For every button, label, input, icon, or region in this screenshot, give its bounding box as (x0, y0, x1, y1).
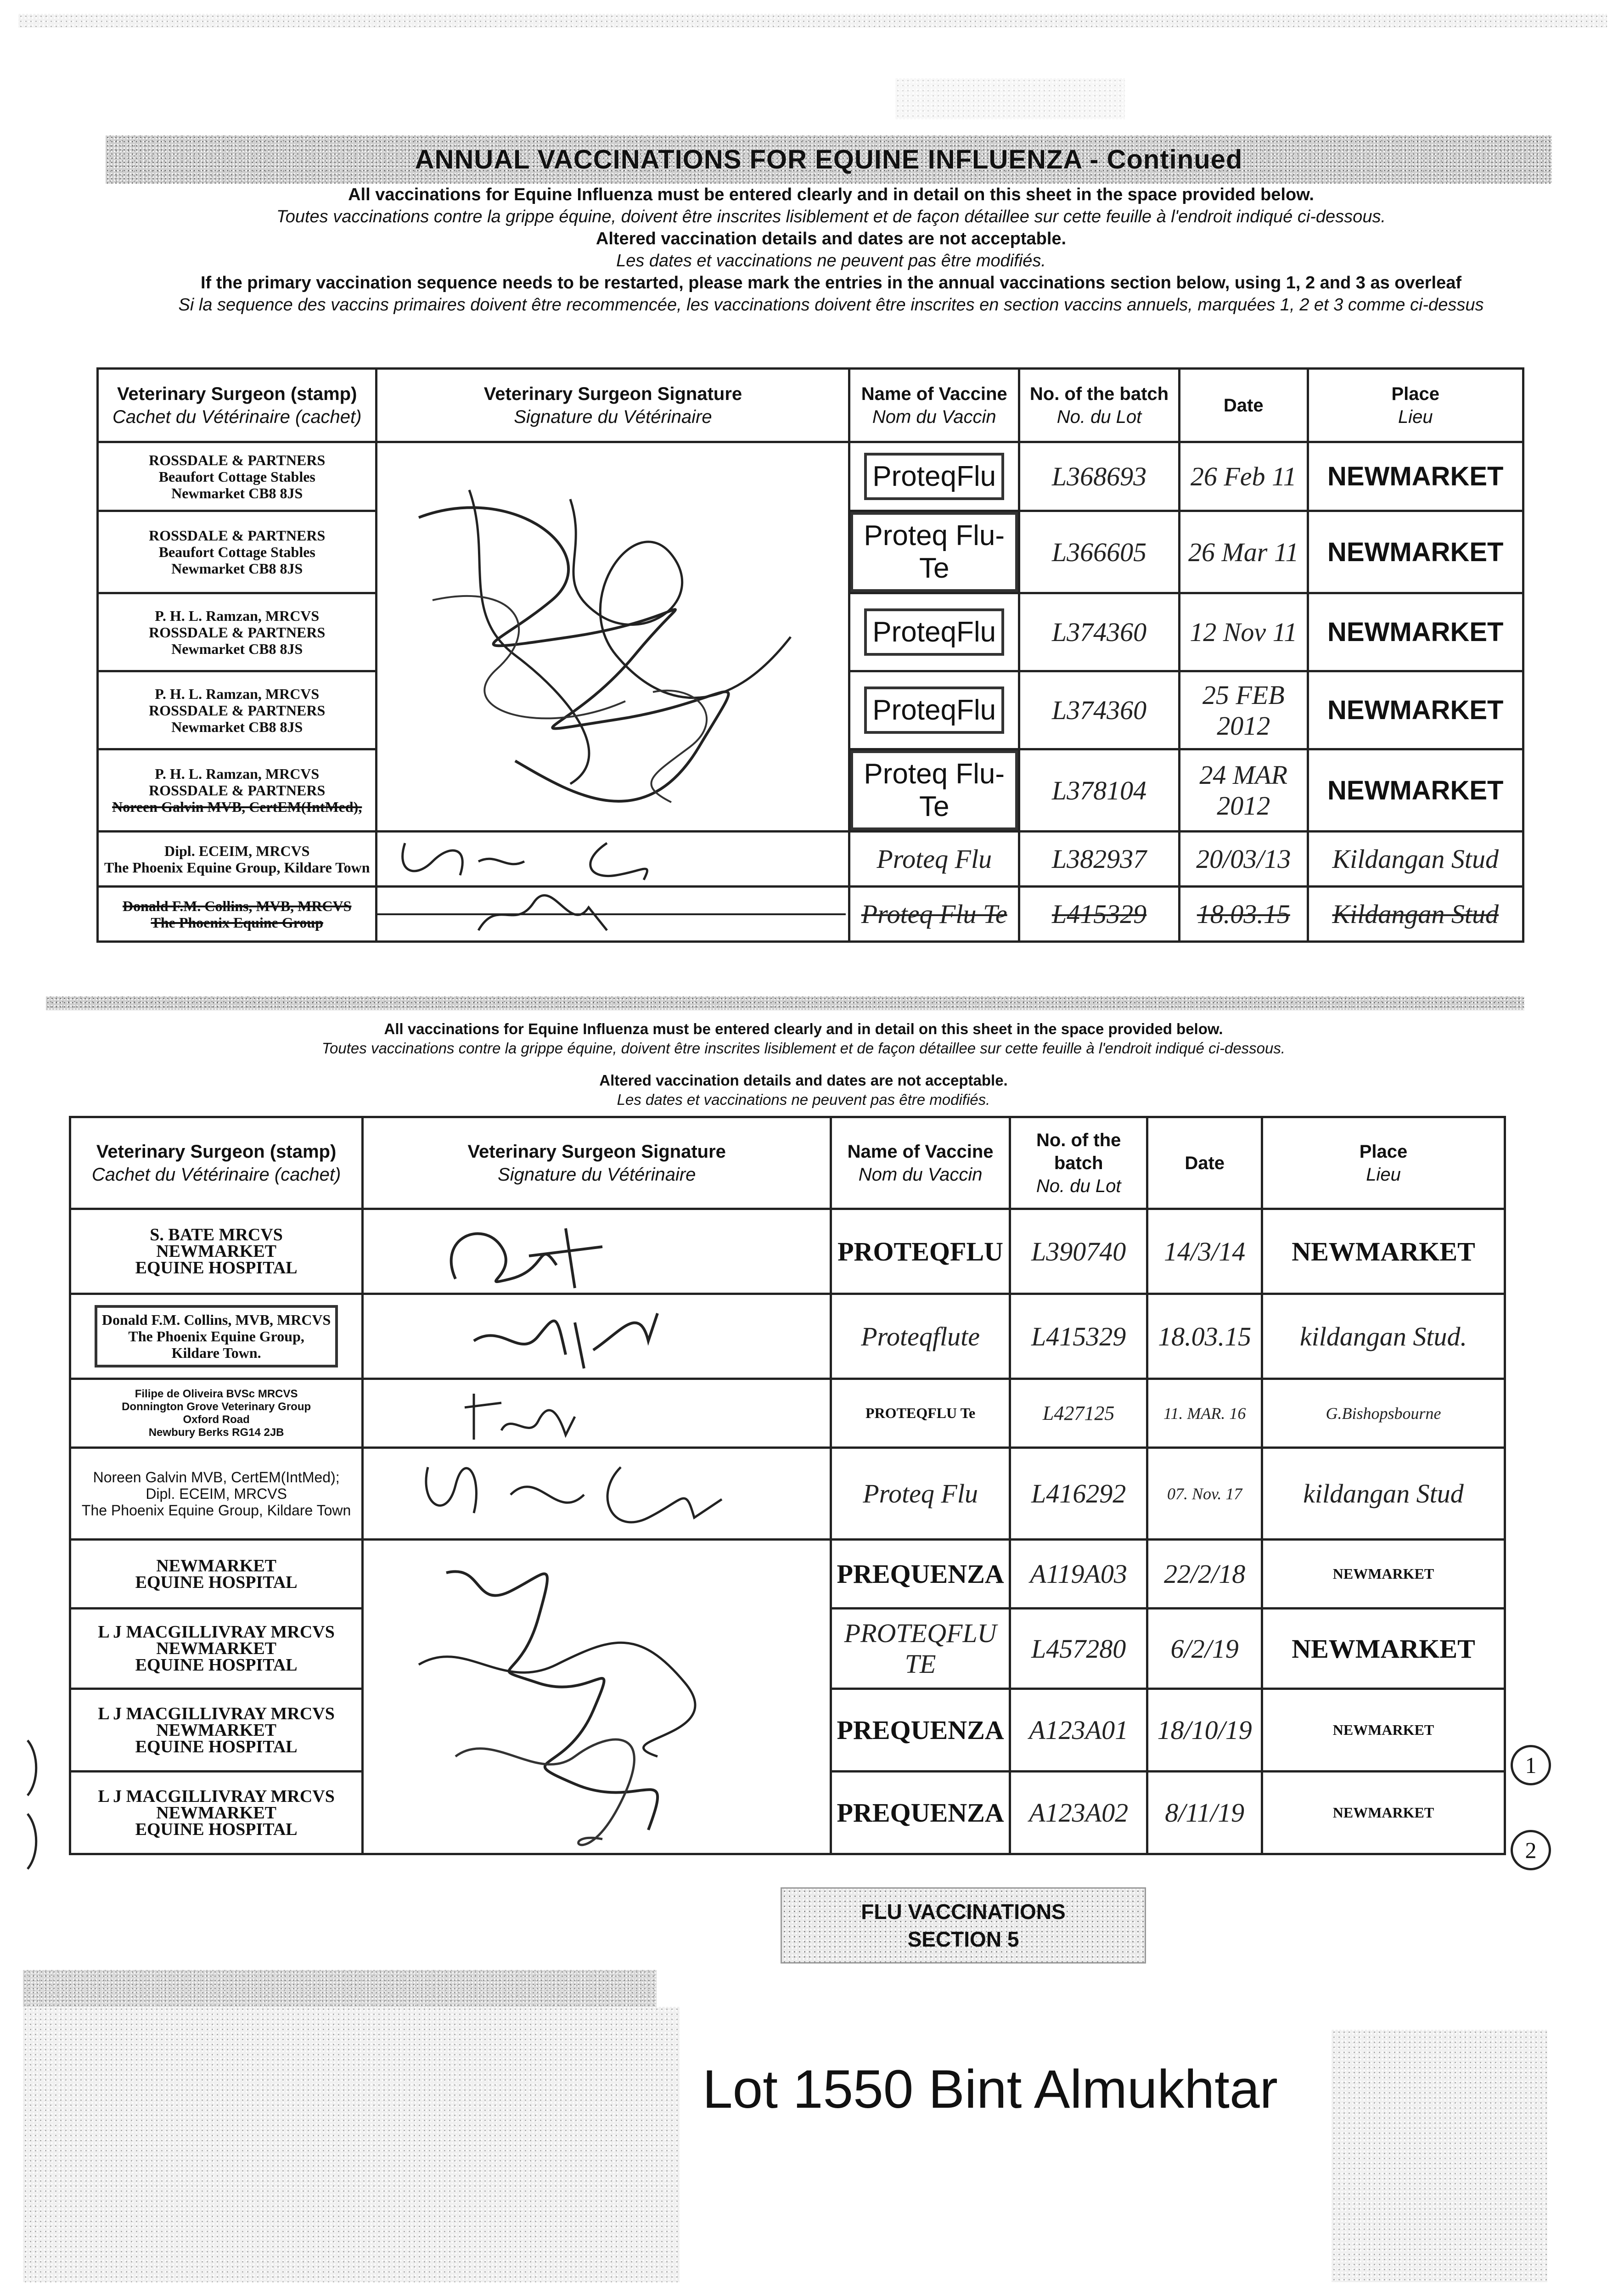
col-place-header (1308, 369, 1523, 442)
vaccination-place: NEWMARKET (1262, 1209, 1505, 1294)
vet-stamp (70, 1379, 363, 1448)
col-stamp-fr: Cachet du Vétérinaire (cachet) (91, 1164, 341, 1185)
scan-artifact-bottom-left (23, 2007, 680, 2282)
col-place-header (1262, 1117, 1505, 1209)
col-batch-header (1019, 369, 1179, 442)
col-vaccine-fr: Nom du Vaccin (872, 406, 996, 427)
vaccination-date: 22/2/18 (1147, 1540, 1262, 1609)
vet-stamp (70, 1772, 363, 1854)
col-vaccine-fr: Nom du Vaccin (858, 1164, 983, 1185)
vaccine-name: PROTEQFLU (831, 1209, 1010, 1294)
col-place-fr: Lieu (1398, 406, 1433, 427)
stamp-line: EQUINE HOSPITAL (135, 1737, 298, 1756)
batch-number: L366605 (1019, 511, 1179, 593)
vet-stamp (98, 593, 376, 671)
vaccine-label: ProteqFlu (864, 453, 1004, 500)
col-stamp-header (70, 1117, 363, 1209)
table-row (70, 1540, 1505, 1609)
batch-number: L427125 (1010, 1379, 1147, 1448)
vaccine-label: Proteq Flu-Te (850, 512, 1018, 592)
vet-stamp (98, 749, 376, 832)
col-vaccine-header (831, 1117, 1010, 1209)
col-vaccine-en: Name of Vaccine (847, 1141, 994, 1162)
batch-number: L457280 (1010, 1609, 1147, 1689)
header-banner (106, 135, 1552, 184)
stamp-line: NEWMARKET (156, 1639, 277, 1658)
stamp-line: ROSSDALE & PARTNERS (149, 782, 326, 799)
vet-stamp (98, 442, 376, 511)
vet-signature-scribble (363, 1379, 831, 1448)
batch-number: A123A01 (1010, 1689, 1147, 1772)
table-row (98, 442, 1523, 511)
col-stamp-header (98, 369, 376, 442)
vaccination-date: 26 Feb 11 (1180, 442, 1308, 511)
section-label-line2: SECTION 5 (907, 1927, 1019, 1951)
vet-stamp (98, 832, 376, 887)
stamp-line: Noreen Galvin MVB, CertEM(IntMed), (112, 799, 362, 815)
col-signature-header (376, 369, 849, 442)
stamp-line: Filipe de Oliveira BVSc MRCVS (135, 1387, 298, 1400)
scan-artifact-top-right (895, 78, 1125, 119)
vaccination-date: 14/3/14 (1147, 1209, 1262, 1294)
vaccination-date: 18.03.15 (1147, 1294, 1262, 1379)
col-date-en: Date (1223, 395, 1264, 416)
vaccination-date: 6/2/19 (1147, 1609, 1262, 1689)
vaccine-label: Proteq Flu-Te (850, 750, 1018, 830)
stamp-line: P. H. L. Ramzan, MRCVS (155, 685, 320, 702)
stamp-line: EQUINE HOSPITAL (135, 1819, 298, 1839)
col-vaccine-en: Name of Vaccine (861, 383, 1007, 404)
stamp-line: Donald F.M. Collins, MVB, MRCVS (101, 1311, 331, 1328)
vaccination-place: NEWMARKET (1262, 1609, 1505, 1689)
col-date-header (1147, 1117, 1262, 1209)
vaccination-place: NEWMARKET (1262, 1772, 1505, 1854)
vaccination-place: kildangan Stud (1262, 1448, 1505, 1540)
mid-line2-fr: Les dates et vaccinations ne peuvent pas être modifiés. (617, 1091, 990, 1108)
stamp-line: ROSSDALE & PARTNERS (149, 451, 326, 468)
vaccination-date: 18/10/19 (1147, 1689, 1262, 1772)
stamp-line: P. H. L. Ramzan, MRCVS (155, 607, 320, 624)
instruction-line2-fr: Les dates et vaccinations ne peuvent pas être modifiés. (616, 251, 1046, 270)
stamp-line: Dipl. ECEIM, MRCVS (146, 1485, 287, 1502)
vaccination-date: 25 FEB 2012 (1180, 671, 1308, 749)
vet-stamp (98, 511, 376, 593)
batch-number: A123A02 (1010, 1772, 1147, 1854)
vaccination-place: NEWMARKET (1262, 1540, 1505, 1609)
vaccine-name: PREQUENZA (831, 1689, 1010, 1772)
vet-stamp (70, 1689, 363, 1772)
vaccine-name: Proteq Flu (831, 1448, 1010, 1540)
vaccine-name: Proteqflute (831, 1294, 1010, 1379)
instruction-line2-en: Altered vaccination details and dates are not acceptable. (596, 229, 1067, 248)
vet-stamp (70, 1609, 363, 1689)
stamp-line: P. H. L. Ramzan, MRCVS (155, 765, 320, 782)
col-signature-fr: Signature du Vétérinaire (498, 1164, 696, 1185)
vet-signature-scribble (363, 1294, 831, 1379)
stamp-line: Beaufort Cottage Stables (158, 544, 315, 560)
batch-number: L368693 (1019, 442, 1179, 511)
vaccine-label: ProteqFlu (864, 687, 1004, 734)
col-signature-fr: Signature du Vétérinaire (514, 406, 712, 427)
batch-number: A119A03 (1010, 1540, 1147, 1609)
col-vaccine-header (849, 369, 1019, 442)
divider-band (46, 996, 1524, 1010)
vaccination-date: 18.03.15 (1180, 887, 1308, 942)
vaccine-name (849, 593, 1019, 671)
table1-header-row (98, 369, 1523, 442)
stamp-line: ROSSDALE & PARTNERS (149, 624, 326, 641)
vaccination-date: 11. MAR. 16 (1147, 1379, 1262, 1448)
stamp-line: NEWMARKET (156, 1803, 277, 1823)
stamp-line: NEWMARKET (156, 1720, 277, 1740)
vaccine-name: Proteq Flu Te (849, 887, 1019, 942)
mid-line1-fr: Toutes vaccinations contre la grippe équine, doivent être inscrites lisiblement et de façon détaillee sur cette feuille à l'endroit indiqué ci-dessous. (321, 1040, 1286, 1057)
col-signature-en: Veterinary Surgeon Signature (483, 383, 742, 404)
stamp-line: The Phoenix Equine Group, (128, 1328, 304, 1345)
stamp-line: ROSSDALE & PARTNERS (149, 527, 326, 544)
vaccination-date: 20/03/13 (1180, 832, 1308, 887)
stamp-line: Donnington Grove Veterinary Group (122, 1400, 311, 1413)
col-batch-en: No. of the batch (1036, 1130, 1121, 1173)
vaccination-place: NEWMARKET (1308, 749, 1523, 832)
instruction-line3-fr: Si la sequence des vaccins primaires doivent être recommencée, les vaccinations doivent être inscrites en section vaccins annuels, marquées 1, 2 et 3 comme ci-dessus (178, 295, 1484, 315)
stamp-line: Oxford Road (183, 1413, 250, 1426)
vaccine-name (849, 511, 1019, 593)
vaccine-name: PROTEQFLU TE (831, 1609, 1010, 1689)
section-label-line1: FLU VACCINATIONS (861, 1900, 1066, 1924)
stamp-line: L J MACGILLIVRAY MRCVS (98, 1704, 335, 1723)
stamp-line: Kildare Town. (171, 1345, 261, 1361)
table-row (98, 832, 1523, 887)
batch-number: L390740 (1010, 1209, 1147, 1294)
vet-signature-scribble (376, 832, 849, 887)
vet-signature-scribble (376, 887, 849, 942)
primary-sequence-mark-1: 1 (1511, 1745, 1551, 1785)
stamp-line: EQUINE HOSPITAL (135, 1572, 298, 1592)
vaccine-name: Proteq Flu (849, 832, 1019, 887)
col-batch-fr: No. du Lot (1056, 406, 1142, 427)
col-signature-header (363, 1117, 831, 1209)
stamp-line: Newmarket CB8 8JS (171, 484, 303, 501)
vaccine-label: ProteqFlu (864, 608, 1004, 656)
vaccine-name: PREQUENZA (831, 1540, 1010, 1609)
batch-number: L374360 (1019, 593, 1179, 671)
col-batch-fr: No. du Lot (1036, 1176, 1121, 1196)
table-row (70, 1294, 1505, 1379)
vaccination-place: NEWMARKET (1308, 593, 1523, 671)
scan-artifact-bottom-right (1332, 2030, 1547, 2282)
vet-stamp (70, 1209, 363, 1294)
vet-signature-scribble (363, 1448, 831, 1540)
batch-number: L382937 (1019, 832, 1179, 887)
stamp-line: Newmarket CB8 8JS (171, 718, 303, 735)
table-row (70, 1209, 1505, 1294)
mid-line2-en: Altered vaccination details and dates are not acceptable. (599, 1072, 1008, 1089)
scan-artifact-bottom-band (23, 1970, 657, 2007)
stamp-line: The Phoenix Equine Group, Kildare Town (104, 859, 370, 876)
vaccination-place: NEWMARKET (1308, 671, 1523, 749)
vaccination-date: 24 MAR 2012 (1180, 749, 1308, 832)
instruction-line1-fr: Toutes vaccinations contre la grippe équine, doivent être inscrites lisiblement et de façon détaillee sur cette feuille à l'endroit indiqué ci-dessous. (276, 207, 1386, 226)
batch-number: L415329 (1010, 1294, 1147, 1379)
stamp-line: Donald F.M. Collins, MVB, MRCVS (123, 897, 352, 914)
col-date-header (1180, 369, 1308, 442)
vet-signature-scribble (363, 1209, 831, 1294)
table2-header-row (70, 1117, 1505, 1209)
vaccine-name (849, 749, 1019, 832)
vaccination-place: kildangan Stud. (1262, 1294, 1505, 1379)
vaccination-table-1 (96, 367, 1524, 943)
vaccine-name (849, 442, 1019, 511)
vaccination-place: Kildangan Stud (1308, 887, 1523, 942)
vet-signature-scribble (376, 442, 849, 832)
section-label (781, 1887, 1146, 1964)
vaccination-place: Kildangan Stud (1308, 832, 1523, 887)
vaccination-place: NEWMARKET (1262, 1689, 1505, 1772)
primary-sequence-mark-2: 2 (1511, 1830, 1551, 1870)
vaccine-name: PREQUENZA (831, 1772, 1010, 1854)
vet-stamp (70, 1294, 363, 1379)
vet-stamp (70, 1540, 363, 1609)
lot-label: Lot 1550 Bint Almukhtar (702, 2059, 1278, 2120)
stamp-line: L J MACGILLIVRAY MRCVS (98, 1786, 335, 1806)
batch-number: L374360 (1019, 671, 1179, 749)
stamp-line: The Phoenix Equine Group (151, 914, 323, 931)
vaccination-date: 12 Nov 11 (1180, 593, 1308, 671)
vaccination-place: NEWMARKET (1308, 442, 1523, 511)
margin-bracket-marks (18, 1736, 46, 1874)
stamp-line: Newmarket CB8 8JS (171, 560, 303, 577)
instruction-line3-en: If the primary vaccination sequence needs to be restarted, please mark the entries in the annual vaccinations section below, using 1, 2 and 3 as overleaf (200, 273, 1462, 293)
col-date-en: Date (1185, 1153, 1225, 1173)
vaccine-name: PROTEQFLU Te (831, 1379, 1010, 1448)
stamp-line: NEWMARKET (156, 1556, 277, 1576)
banner-title: ANNUAL VACCINATIONS FOR EQUINE INFLUENZA - Continued (415, 145, 1243, 174)
vet-stamp (98, 887, 376, 942)
vaccination-date: 26 Mar 11 (1180, 511, 1308, 593)
vaccination-date: 07. Nov. 17 (1147, 1448, 1262, 1540)
vet-stamp (70, 1448, 363, 1540)
col-batch-header (1010, 1117, 1147, 1209)
col-place-en: Place (1391, 383, 1440, 404)
col-signature-en: Veterinary Surgeon Signature (467, 1141, 726, 1162)
col-stamp-en: Veterinary Surgeon (stamp) (96, 1141, 337, 1162)
header-instructions (83, 184, 1579, 316)
stamp-line: S. BATE MRCVS (150, 1225, 283, 1244)
col-stamp-fr: Cachet du Vétérinaire (cachet) (112, 406, 362, 427)
col-place-fr: Lieu (1366, 1164, 1401, 1185)
vet-stamp (98, 671, 376, 749)
vet-signature-scribble (363, 1540, 831, 1854)
mid-instructions (138, 1019, 1469, 1109)
table-row (70, 1448, 1505, 1540)
mid-line1-en: All vaccinations for Equine Influenza must be entered clearly and in detail on this sheet in the space provided below. (384, 1020, 1223, 1037)
stamp-line: Newbury Berks RG14 2JB (148, 1426, 284, 1439)
stamp-line: The Phoenix Equine Group, Kildare Town (81, 1502, 351, 1519)
instruction-line1-en: All vaccinations for Equine Influenza must be entered clearly and in detail on this sheet in the space provided below. (348, 185, 1314, 204)
col-batch-en: No. of the batch (1029, 383, 1169, 404)
col-place-en: Place (1359, 1141, 1408, 1162)
vaccine-name (849, 671, 1019, 749)
vaccination-place: G.Bishopsbourne (1262, 1379, 1505, 1448)
scan-artifact-top (18, 14, 1607, 28)
table-row (70, 1379, 1505, 1448)
stamp-line: Beaufort Cottage Stables (158, 468, 315, 485)
stamp-line: EQUINE HOSPITAL (135, 1258, 298, 1277)
vaccination-table-2 (69, 1116, 1506, 1855)
batch-number: L416292 (1010, 1448, 1147, 1540)
batch-number: L378104 (1019, 749, 1179, 832)
stamp-line: Dipl. ECEIM, MRCVS (164, 842, 310, 859)
table-row (98, 887, 1523, 942)
col-stamp-en: Veterinary Surgeon (stamp) (117, 383, 357, 404)
vaccination-place: NEWMARKET (1308, 511, 1523, 593)
stamp-line: NEWMARKET (156, 1242, 277, 1261)
stamp-line: Noreen Galvin MVB, CertEM(IntMed); (93, 1469, 340, 1486)
vaccination-date: 8/11/19 (1147, 1772, 1262, 1854)
stamp-line: ROSSDALE & PARTNERS (149, 702, 326, 719)
stamp-line: Newmarket CB8 8JS (171, 640, 303, 657)
stamp-line: EQUINE HOSPITAL (135, 1655, 298, 1675)
stamp-line: L J MACGILLIVRAY MRCVS (98, 1622, 335, 1642)
batch-number: L415329 (1019, 887, 1179, 942)
